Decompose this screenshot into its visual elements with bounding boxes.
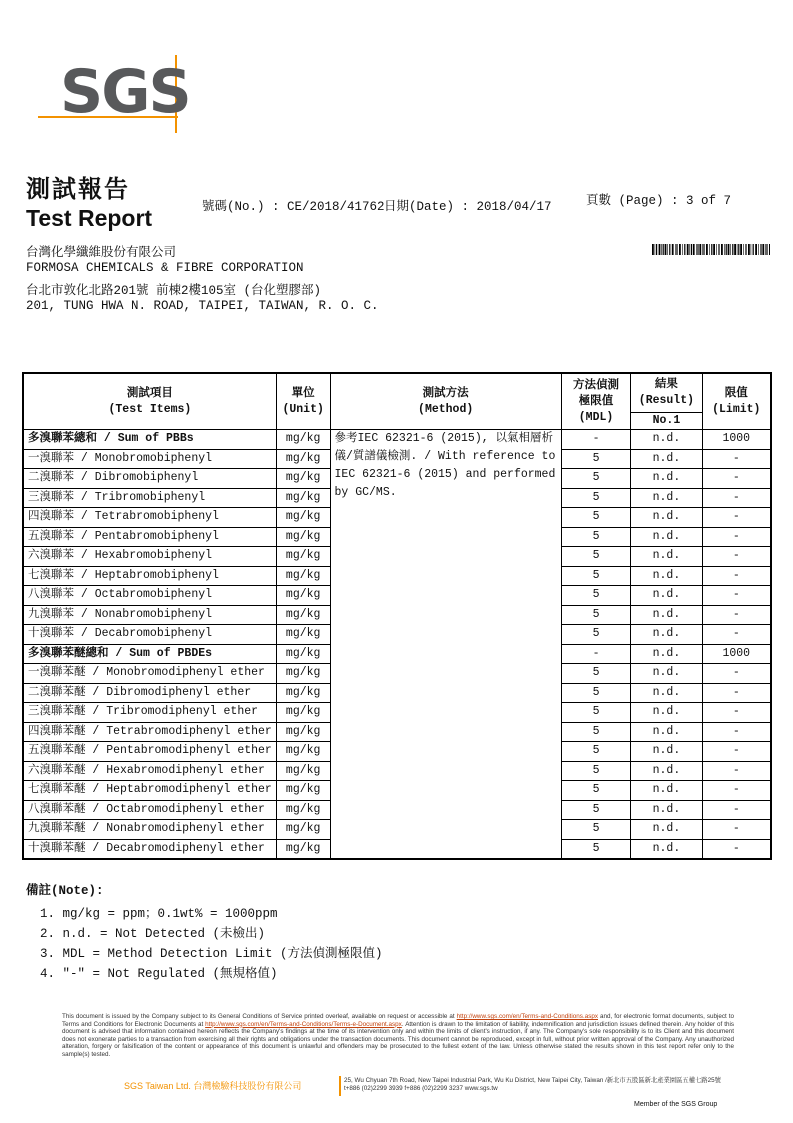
results-table (22, 372, 772, 860)
limit-value: - (702, 527, 771, 547)
col-unit: 單位 (Unit) (276, 373, 330, 430)
limit-value: - (702, 605, 771, 625)
unit: mg/kg (276, 644, 330, 664)
report-number: 號碼(No.) : CE/2018/41762 (202, 200, 385, 214)
client-name-zh: 台灣化學纖維股份有限公司 (26, 246, 177, 260)
test-item: 四溴聯苯 / Tetrabromobiphenyl (23, 508, 276, 528)
result-value: n.d. (631, 761, 702, 781)
test-item: 十溴聯苯 / Decabromobiphenyl (23, 625, 276, 645)
mdl-value: 5 (561, 683, 630, 703)
unit: mg/kg (276, 722, 330, 742)
e-document-terms-link[interactable]: http://www.sgs.com/en/Terms-and-Conditions/Terms-e-Document.aspx (205, 1020, 402, 1028)
col-result-sample: No.1 (631, 413, 702, 430)
unit: mg/kg (276, 742, 330, 762)
footer-company: SGS Taiwan Ltd. 台灣檢驗科技股份有限公司 (124, 1081, 302, 1091)
disclaimer: This document is issued by the Company subject to its General Conditions of Service printed overleaf, available on request or accessible at http://www.sgs.com/en/Terms-and-Conditions.aspx and, for electronic format documents, subject to Terms and Conditions for Electronic Documents at http://www.sgs.com/en/Terms-and-Conditions/Terms-e-Document.aspx. Attention is drawn to the limitation of liability, indemnification and jurisdiction issues defined therein. Any holder of this document is advised that information contained hereon reflects the Company's findings at the time of its intervention only and within the limits of client's instruction, if any. The Company's sole responsibility is to its Client and this document does not exonerate parties to a transaction from exercising all their rights and obligations under the transaction documents. This document cannot be reproduced, except in full, without prior written approval of the Company. Any unauthorized alteration, forgery or falsification of the content or appearance of this document is unlawful and offenders may be prosecuted to the fullest extent of the law. Unless otherwise stated the results shown in this test report refer only to the sample(s) tested. (62, 1013, 735, 1058)
limit-value: - (702, 761, 771, 781)
mdl-value: 5 (561, 742, 630, 762)
result-value: n.d. (631, 683, 702, 703)
mdl-value: 5 (561, 839, 630, 859)
limit-value: - (702, 683, 771, 703)
limit-value: - (702, 820, 771, 840)
result-value: n.d. (631, 742, 702, 762)
limit-value: - (702, 722, 771, 742)
test-item: 七溴聯苯醚 / Heptabromodiphenyl ether (23, 781, 276, 801)
unit: mg/kg (276, 781, 330, 801)
result-value: n.d. (631, 488, 702, 508)
unit: mg/kg (276, 605, 330, 625)
limit-value: - (702, 625, 771, 645)
result-value: n.d. (631, 722, 702, 742)
result-value: n.d. (631, 800, 702, 820)
limit-value: - (702, 547, 771, 567)
method-description: 參考IEC 62321-6 (2015), 以氣相層析儀/質譜儀檢測. / With reference to IEC 62321-6 (2015) and performed by GC/MS. (330, 430, 561, 860)
limit-value: - (702, 469, 771, 489)
mdl-value: 5 (561, 605, 630, 625)
note-item: 3. MDL = Method Detection Limit (方法偵測極限值) (40, 947, 383, 961)
result-value: n.d. (631, 625, 702, 645)
test-item: 多溴聯苯總和 / Sum of PBBs (23, 430, 276, 450)
result-value: n.d. (631, 781, 702, 801)
unit: mg/kg (276, 683, 330, 703)
unit: mg/kg (276, 820, 330, 840)
title-zh: 測試報告 (26, 174, 130, 203)
mdl-value: 5 (561, 547, 630, 567)
result-value: n.d. (631, 703, 702, 723)
note-item: 2. n.d. = Not Detected (未檢出) (40, 927, 266, 941)
limit-value: 1000 (702, 430, 771, 450)
result-value: n.d. (631, 430, 702, 450)
result-value: n.d. (631, 508, 702, 528)
member-of-sgs-group: Member of the SGS Group (634, 1101, 718, 1108)
limit-value: 1000 (702, 644, 771, 664)
mdl-value: 5 (561, 488, 630, 508)
limit-value: - (702, 586, 771, 606)
limit-value: - (702, 488, 771, 508)
barcode (652, 244, 770, 255)
result-value: n.d. (631, 644, 702, 664)
mdl-value: 5 (561, 566, 630, 586)
limit-value: - (702, 742, 771, 762)
unit: mg/kg (276, 703, 330, 723)
test-item: 七溴聯苯 / Heptabromobiphenyl (23, 566, 276, 586)
test-item: 三溴聯苯 / Tribromobiphenyl (23, 488, 276, 508)
unit: mg/kg (276, 508, 330, 528)
test-item: 多溴聯苯醚總和 / Sum of PBDEs (23, 644, 276, 664)
col-mdl: 方法偵測 極限值 (MDL) (561, 373, 630, 430)
test-item: 八溴聯苯醚 / Octabromodiphenyl ether (23, 800, 276, 820)
mdl-value: 5 (561, 761, 630, 781)
unit: mg/kg (276, 800, 330, 820)
unit: mg/kg (276, 625, 330, 645)
limit-value: - (702, 800, 771, 820)
notes (26, 880, 383, 984)
test-item: 九溴聯苯 / Nonabromobiphenyl (23, 605, 276, 625)
col-method: 測試方法 (Method) (330, 373, 561, 430)
client-address-en: 201, TUNG HWA N. ROAD, TAIPEI, TAIWAN, R. O. C. (26, 299, 379, 313)
result-value: n.d. (631, 469, 702, 489)
unit: mg/kg (276, 761, 330, 781)
report-date: 日期(Date) : 2018/04/17 (384, 200, 552, 214)
mdl-value: 5 (561, 449, 630, 469)
unit: mg/kg (276, 488, 330, 508)
result-value: n.d. (631, 664, 702, 684)
col-limit: 限值 (Limit) (702, 373, 771, 430)
mdl-value: 5 (561, 664, 630, 684)
unit: mg/kg (276, 430, 330, 450)
unit: mg/kg (276, 566, 330, 586)
mdl-value: 5 (561, 781, 630, 801)
test-item: 五溴聯苯醚 / Pentabromodiphenyl ether (23, 742, 276, 762)
test-item: 三溴聯苯醚 / Tribromodiphenyl ether (23, 703, 276, 723)
mdl-value: 5 (561, 722, 630, 742)
test-item: 八溴聯苯 / Octabromobiphenyl (23, 586, 276, 606)
note-item: 1. mg/kg = ppm；0.1wt% = 1000ppm (40, 907, 278, 921)
logo-text: SGS (60, 57, 190, 127)
mdl-value: 5 (561, 820, 630, 840)
result-value: n.d. (631, 527, 702, 547)
mdl-value: 5 (561, 527, 630, 547)
test-item: 一溴聯苯 / Monobromobiphenyl (23, 449, 276, 469)
limit-value: - (702, 781, 771, 801)
result-value: n.d. (631, 566, 702, 586)
note-item: 4. "-" = Not Regulated (無規格值) (40, 967, 278, 981)
mdl-value: - (561, 430, 630, 450)
limit-value: - (702, 703, 771, 723)
col-test-items: 測試項目 (Test Items) (23, 373, 276, 430)
test-item: 十溴聯苯醚 / Decabromodiphenyl ether (23, 839, 276, 859)
mdl-value: - (561, 644, 630, 664)
test-item: 一溴聯苯醚 / Monobromodiphenyl ether (23, 664, 276, 684)
limit-value: - (702, 566, 771, 586)
mdl-value: 5 (561, 625, 630, 645)
test-item: 九溴聯苯醚 / Nonabromodiphenyl ether (23, 820, 276, 840)
result-value: n.d. (631, 820, 702, 840)
test-item: 四溴聯苯醚 / Tetrabromodiphenyl ether (23, 722, 276, 742)
result-value: n.d. (631, 605, 702, 625)
limit-value: - (702, 449, 771, 469)
limit-value: - (702, 508, 771, 528)
mdl-value: 5 (561, 703, 630, 723)
unit: mg/kg (276, 527, 330, 547)
client-name-en: FORMOSA CHEMICALS & FIBRE CORPORATION (26, 261, 304, 275)
unit: mg/kg (276, 469, 330, 489)
test-item: 二溴聯苯 / Dibromobiphenyl (23, 469, 276, 489)
footer-address: 25, Wu Chyuan 7th Road, New Taipei Industrial Park, Wu Ku District, New Taipei City, Taiwan /新北市五股區新北產業園區五權七路25號 t+886 (02)2299 3939 f+886 (02)2299 3237 www.sgs.tw (344, 1077, 721, 1092)
col-result: 結果 (Result) (631, 373, 702, 413)
unit: mg/kg (276, 664, 330, 684)
result-value: n.d. (631, 839, 702, 859)
mdl-value: 5 (561, 508, 630, 528)
limit-value: - (702, 839, 771, 859)
mdl-value: 5 (561, 469, 630, 489)
result-value: n.d. (631, 449, 702, 469)
test-item: 二溴聯苯醚 / Dibromodiphenyl ether (23, 683, 276, 703)
unit: mg/kg (276, 586, 330, 606)
unit: mg/kg (276, 449, 330, 469)
unit: mg/kg (276, 547, 330, 567)
terms-link[interactable]: http://www.sgs.com/en/Terms-and-Conditions.aspx (456, 1013, 598, 1020)
table-row (23, 430, 771, 450)
client-address-zh: 台北市敦化北路201號 前棟2樓105室 (台化塑膠部) (26, 284, 322, 298)
notes-title: 備註(Note): (26, 884, 104, 898)
unit: mg/kg (276, 839, 330, 859)
result-value: n.d. (631, 547, 702, 567)
test-item: 六溴聯苯醚 / Hexabromodiphenyl ether (23, 761, 276, 781)
result-value: n.d. (631, 586, 702, 606)
test-item: 六溴聯苯 / Hexabromobiphenyl (23, 547, 276, 567)
limit-value: - (702, 664, 771, 684)
footer-divider (339, 1076, 341, 1096)
mdl-value: 5 (561, 586, 630, 606)
mdl-value: 5 (561, 800, 630, 820)
page-number: 頁數 (Page) : 3 of 7 (586, 194, 732, 208)
title-en: Test Report (26, 205, 153, 231)
test-item: 五溴聯苯 / Pentabromobiphenyl (23, 527, 276, 547)
